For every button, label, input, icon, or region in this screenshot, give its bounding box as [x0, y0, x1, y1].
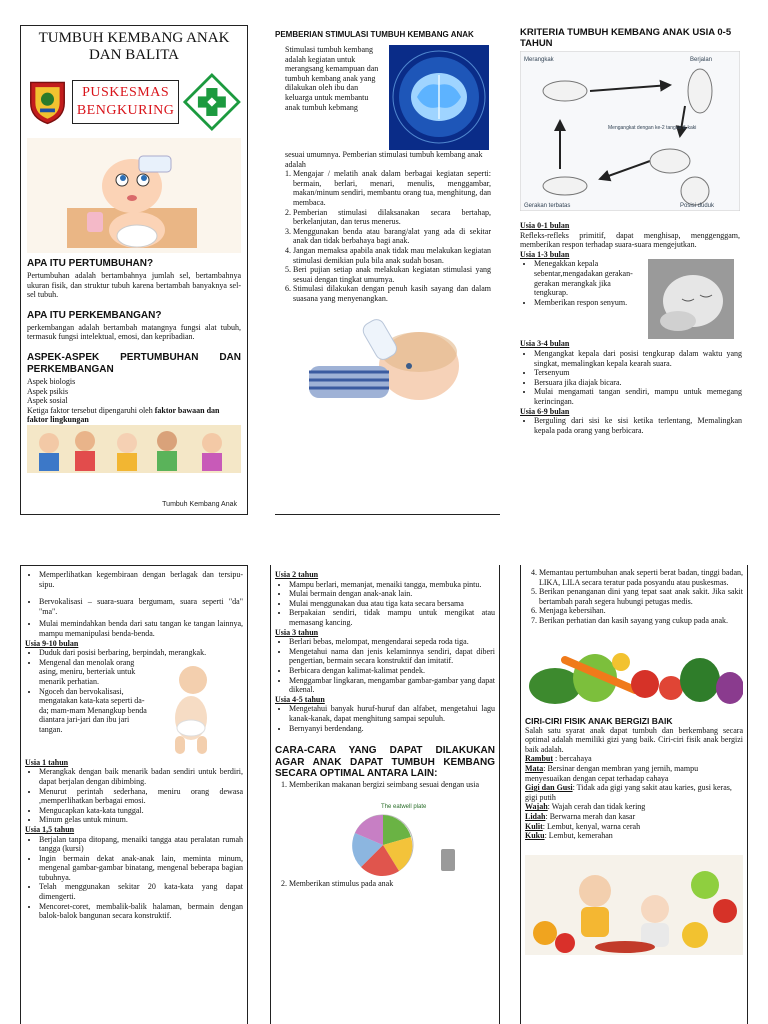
heading-usia-3-4: Usia 3-4 bulan — [520, 339, 570, 349]
baby-bottle-image — [299, 314, 471, 404]
list-cara-lanjutan — [525, 568, 743, 626]
heading-usia-6-9: Usia 6-9 bulan — [520, 406, 570, 416]
list-item: • Mengetahui banyak huruf-huruf dan alfabet, mengetahui lagu kanak-kanak, dapat menghitung sampai sepuluh. — [289, 704, 495, 723]
usia-1-3-row — [520, 259, 748, 339]
list-item: 4. Jangan memaksa apabila anak tidak mau melakukan kegiatan stimulasi demikian pula bila anak sudah bosan. — [293, 246, 491, 265]
list-item: 6. Stimulasi dilakukan dengan penuh kasih sayang dan dalam suasana yang menyenangkan. — [293, 284, 491, 303]
trait-row — [525, 783, 743, 802]
faktor-bold: faktor bawaan dan faktor lingkungan — [27, 405, 220, 425]
list-item: • Mengucapkan kata-kata tunggal. — [39, 806, 243, 816]
trait-label: Lidah — [525, 811, 546, 821]
list-item: • Bernyanyi berdendang. — [289, 724, 495, 734]
list-item: • Ingin bermain dekat anak-anak lain, meminta minum, mengenal gambar-gambar binatang, mengenal beberapa bagian tubuhnya. — [39, 854, 243, 883]
panel-cover — [20, 25, 248, 515]
trait-label: Wajah — [525, 802, 548, 812]
list-item: • Minum gelas untuk minum. — [39, 815, 243, 825]
heading-cara: CARA-CARA YANG DAPAT DILAKUKAN AGAR ANAK DAPAT TUMBUH KEMBANG SECARA OPTIMAL ANTARA LAIN: — [275, 745, 495, 780]
list-item: • Berbicara dengan kalimat-kalimat pendek. — [289, 666, 495, 676]
list-item: • Mulai bermain dengan anak-anak lain. — [289, 589, 495, 599]
list-usia-4-5 — [275, 704, 495, 733]
list-item: • Menggambar lingkaran, mengambar gambar-gambar yang dapat dikenal. — [289, 676, 495, 695]
list-item: • Ngoceh dan bervokalisasi, mengatakan kata-kata seperti da-da; mam-mam Menangkup benda diantara jari-jari dan ibu jari tangan. — [39, 687, 153, 735]
heading-usia-9-10: Usia 9-10 bulan — [25, 638, 79, 648]
heading-aspek: ASPEK-ASPEK PERTUMBUHAN DAN PERKEMBANGAN — [27, 351, 241, 375]
diagram-label: Mengangkat dengan ke-2 tangan & kaki — [608, 125, 697, 131]
children-banner-image — [27, 425, 241, 473]
trait-text: : Bersinar dengan membran yang jernih, mampu menyesuaikan dengan cepat terhadap cahaya — [525, 763, 699, 783]
sleeping-baby-image — [648, 259, 734, 339]
list-item: • Bersuara jika diajak bicara. — [534, 378, 742, 388]
puskesmas-name: PUSKESMAS — [82, 85, 170, 100]
trait-text: : bercahaya — [553, 754, 592, 764]
stimulasi-list — [279, 169, 491, 303]
heading-usia-0-1: Usia 0-1 bulan — [520, 221, 570, 230]
list-item: 1. Memberikan makanan bergizi seimbang sesuai dengan usia — [289, 780, 495, 790]
aspek-item: Aspek psikis — [27, 386, 69, 396]
list-item: • Mulai memindahkan benda dari satu tangan ke tangan lainnya, mampu memanipulasi benda-benda. — [39, 619, 243, 638]
children-fruit-image — [525, 855, 743, 955]
heading-ciri: CIRI-CIRI FISIK ANAK BERGIZI BAIK — [525, 715, 673, 726]
list-item: • Telah menggunakan sekitar 20 kata-kata yang dapat dimengerti. — [39, 882, 243, 901]
intro-rest-text: sesuai umumnya. Pemberian stimulasi tumbuh kembang anak adalah — [285, 150, 483, 169]
trait-text: : Lembut, kenyal, warna cerah — [542, 821, 641, 831]
panel-usia-lanjutan — [20, 565, 248, 1024]
heading-kriteria: KRITERIA TUMBUH KEMBANG ANAK USIA 0-5 TAHUN — [520, 27, 732, 49]
aspek-item: Aspek biologis — [27, 376, 76, 386]
list-item: 3. Menggunakan benda atau barang/alat yang ada di sekitar anak dan tidak berbahaya bagi anak. — [293, 227, 491, 246]
list-item: • Menegakkan kepala sebentar,mengadakan gerakan-gerakan merangkak jika tengkurap. — [534, 259, 638, 297]
vegetables-image — [525, 638, 743, 710]
crawling-baby-image — [161, 658, 221, 758]
trait-text: : Wajah cerah dan tidak kering — [547, 802, 646, 812]
trait-row — [525, 754, 743, 764]
list-item: 2. Pemberian stimulasi dilaksanakan secara bertahap, berkelanjutan, dan terus menerus. — [293, 208, 491, 227]
trait-row — [525, 764, 743, 783]
baby-cartoon-image — [27, 138, 241, 253]
aspek-item: Aspek sosial — [27, 396, 68, 406]
list-item: • Mengenal dan menolak orang asing, meniru, berteriak untuk menarik perhatian. — [39, 658, 153, 687]
logo-row — [27, 68, 241, 136]
text-pertumbuhan: Pertumbuhan adalah bertambahnya jumlah sel, bertambahnya ukuran fisik, dan struktur tubuh karena bertambah banyaknya sel-sel tubuh. — [27, 271, 241, 300]
list-item: • Duduk dari posisi berbaring, berpindah, merangkak. — [39, 648, 243, 658]
heading-perkembangan: APA ITU PERKEMBANGAN? — [27, 309, 162, 321]
list-usia-3-4 — [520, 349, 742, 407]
eatwell-plate-image — [303, 799, 473, 879]
diagram-label: Posisi duduk — [680, 203, 715, 209]
diagram-label: Gerakan terbatas — [524, 203, 571, 209]
trait-label: Kuku — [525, 831, 545, 841]
faktor-pre: Ketiga faktor tersebut dipengaruhi oleh — [27, 405, 155, 415]
trait-label: Rambut — [525, 754, 554, 764]
list-item: • Mampu berlari, memanjat, menaiki tangga, membuka pintu. — [289, 580, 495, 590]
list-item: • Merangkak dengan baik menarik badan sendiri untuk berdiri, dapat berjalan dengan dibimbing. — [39, 767, 243, 786]
heading-usia-4-5: Usia 4-5 tahun — [275, 694, 325, 704]
list-item: 6. Menjaga kebersihan. — [539, 606, 743, 616]
panel-kriteria — [520, 25, 748, 515]
list-item: • Mengetahui nama dan jenis kelaminnya sendiri, dapat diberi pengertian, bermain secara konstruktif dan imitatif. — [289, 647, 495, 666]
list-item: • Berjalan tanpa ditopang, menaiki tangga atau peralatan rumah tangga (kursi) — [39, 835, 243, 854]
heading-usia-3: Usia 3 tahun — [275, 627, 319, 637]
faktor-text — [27, 406, 241, 425]
list-item: • Mengangkat kepala dari posisi tengkurap dalam waktu yang singkat, memalingkan kepala kearah suara. — [534, 349, 742, 368]
trait-row — [525, 802, 743, 812]
list-item: • Memberikan respon senyum. — [534, 298, 638, 308]
list-item: 4. Memantau pertumbuhan anak seperti berat badan, tinggi badan, LIKA, LILA secara teratur pada posyandu atau puskesmas. — [539, 568, 743, 587]
list-item: • Tersenyum — [534, 368, 742, 378]
district-emblem-icon — [27, 77, 68, 127]
list-usia-6-9 — [520, 416, 742, 435]
list-usia-1-3 — [520, 259, 638, 339]
text-usia-0-1: Refleks-refleks primitif, dapat menghisap, menggenggam, memberikan respon terhadap suara-suara mengejutkan. — [520, 230, 740, 250]
heading-usia-1-5: Usia 1,5 tahun — [25, 824, 75, 834]
list-usia-1-5 — [25, 835, 243, 921]
list-item: 1. Mengajar / melatih anak dalam berbagai kegiatan seperti: bermain, berlari, menari, menulis, menggambar, makan/minum sendiri, membantu orang tua, menghitung, dan membaca. — [293, 169, 491, 207]
list-usia-2 — [275, 580, 495, 628]
panel-usia-cara — [270, 565, 500, 1024]
trait-row — [525, 812, 743, 822]
list-item: 2. Memberikan stimulus pada anak — [289, 879, 495, 889]
list-item: • Bervokalisasi – suara-suara bergumam, suara seperti "da" "ma". — [39, 597, 243, 616]
list-usia-1 — [25, 767, 243, 825]
list-item: • Berguling dari sisi ke sisi ketika terlentang, Memalingkan kepala pada orang yang berbicara. — [534, 416, 742, 435]
intro-row — [275, 45, 500, 150]
text-perkembangan: perkembangan adalah bertambah matangnya fungsi alat tubuh, termasuk fungsi intelektual, emosi, dan kepribadian. — [27, 322, 241, 342]
panel-gizi — [520, 565, 748, 1024]
plate-title: The eatwell plate — [381, 804, 427, 811]
list-usia-9-10-a — [25, 648, 243, 658]
list-item: • Berpakaian sendiri, tidak mampu untuk mengikat atau memasang kancing. — [289, 608, 495, 627]
diagram-label: Merangkak — [524, 57, 554, 63]
motor-development-diagram — [520, 51, 740, 211]
trait-row — [525, 822, 743, 832]
list-cara-bottom — [275, 879, 495, 889]
banner-caption: Tumbuh Kembang Anak — [162, 501, 237, 508]
brain-image — [389, 45, 489, 150]
list-cara — [275, 780, 495, 790]
puskesmas-label-box — [72, 80, 179, 124]
heading-usia-1: Usia 1 tahun — [25, 757, 69, 767]
list-item: • Menurut perintah sederhana, meniru orang dewasa ,memperlihatkan berbagai emosi. — [39, 787, 243, 806]
list-item: 5. Beri pujian setiap anak melakukan kegiatan stimulasi yang sesuai dengan tingkat umurnya. — [293, 265, 491, 284]
heading-usia-2: Usia 2 tahun — [275, 570, 319, 579]
trait-text: : Tidak ada gigi yang sakit atau karies, gusi keras, gigi putih — [525, 783, 732, 802]
list-item: • Mencoret-coret, membalik-balik halaman, bermain dengan balok-balok bangunan secara konstruktif. — [39, 902, 243, 921]
usia-9-10-row — [25, 658, 243, 758]
trait-label: Mata — [525, 763, 544, 773]
trait-label: Gigi dan Gusi — [525, 783, 573, 793]
list-usia-9-10-b — [25, 658, 153, 758]
list-item: • Memperlihatkan kegembiraan dengan berlagak dan tersipu-sipu. — [39, 570, 243, 589]
puskesmas-location: BENGKURING — [76, 103, 175, 118]
health-cross-icon — [183, 71, 241, 133]
list-top — [25, 570, 243, 639]
trait-row — [525, 831, 743, 841]
heading-usia-1-3: Usia 1-3 bulan — [520, 249, 570, 259]
list-item: 5. Berikan penanganan dini yang tepat saat anak sakit. Jika sakit bertambah parah segera hubungi petugas medis. — [539, 587, 743, 606]
text-ciri-intro: Salah satu syarat anak dapat tumbuh dan berkembang secara optimal adalah memiliki gizi yang baik. Ciri-ciri fisik anak bergizi baik adalah. — [525, 725, 743, 754]
panel-stimulasi — [275, 25, 500, 515]
trait-label: Kulit — [525, 821, 543, 831]
brochure-title: TUMBUH KEMBANG ANAK DAN BALITA — [38, 30, 230, 63]
list-item: 7. Berikan perhatian dan kasih sayang yang cukup pada anak. — [539, 616, 743, 626]
list-item: • Mulai menggunakan dua atau tiga kata secara bersama — [289, 599, 495, 609]
list-usia-3 — [275, 637, 495, 695]
trait-text: : Lembut, kemerahan — [544, 831, 613, 841]
heading-pertumbuhan: APA ITU PERTUMBUHAN? — [27, 258, 154, 269]
list-item: • Mulai mengamati tangan sendiri, mampu untuk memegang kerincingan. — [534, 387, 742, 406]
intro-wrap-text: Stimulasi tumbuh kembang adalah kegiatan untuk merangsang kemampuan dan tumbuh kembang anak yang dilakukan oleh ibu dan keluarga untuk membantu anak tumbuh kebmang — [285, 45, 379, 112]
list-item: • Berlari bebas, melompat, mengendarai sepeda roda tiga. — [289, 637, 495, 647]
heading-stimulasi: PEMBERIAN STIMULASI TUMBUH KEMBANG ANAK — [275, 30, 474, 39]
trait-text: : Berwarna merah dan kasar — [545, 811, 636, 821]
diagram-label: Berjalan — [690, 57, 713, 63]
